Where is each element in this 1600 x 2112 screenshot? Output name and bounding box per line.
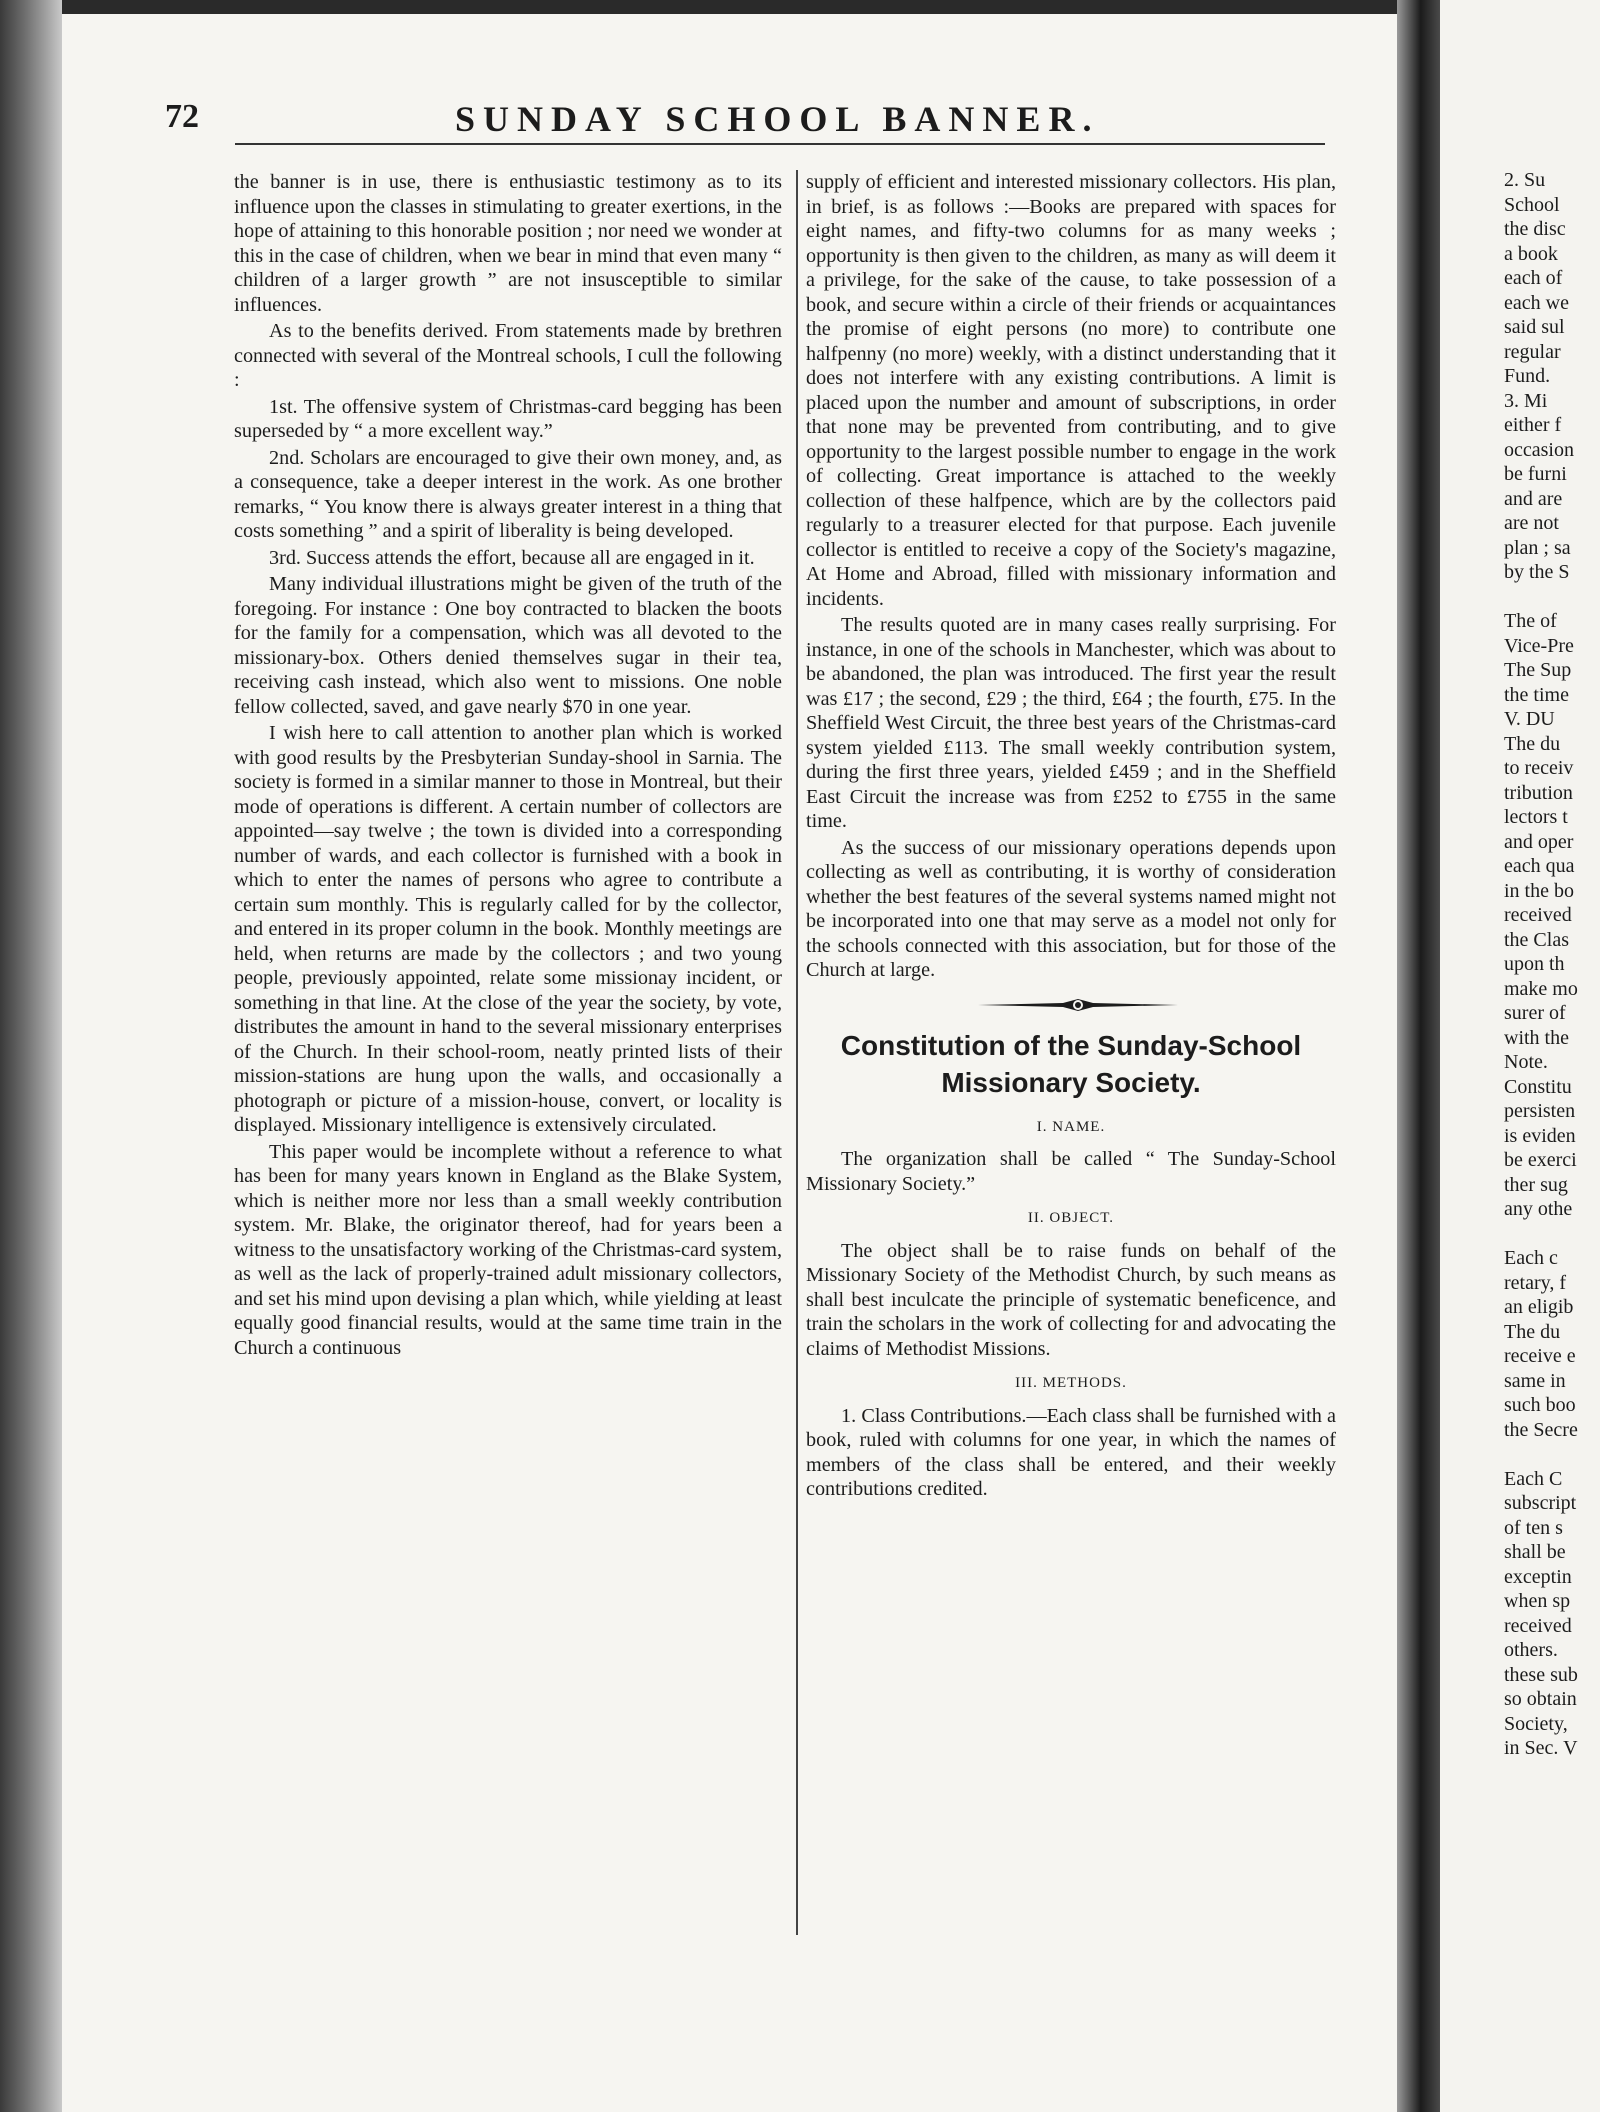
paragraph: The results quoted are in many cases really surprising. For instance, in one of the schools in Manchester, which was about to be abandoned, the plan was introduced. The first year the result was £17 ; the second, £29 ; the third, £64 ; the fourth, £75. In the Sheffield West Circuit, the three best years of the Christmas-card system yielded £113. The small weekly contribution system, during the first three years, yielded £459 ; and in the Sheffield East Circuit the increase was from £252 to £755 in the same time. (806, 614, 1336, 832)
constitution-title: Constitution of the Sunday-School Missionary Society. (840, 1029, 1302, 1098)
journal-title: SUNDAY SCHOOL BANNER. (455, 99, 1100, 139)
section-text: The object shall be to raise funds on behalf of the Missionary Society of the Methodist Church, by such means as shall best inculcate the principle of systematic beneficence, and train the scholars in the work of collecting for and advocating the claims of Methodist Missions. (806, 1239, 1336, 1360)
paragraph: 2nd. Scholars are encouraged to give their own money, and, as a consequence, take a deeper interest in the work. As one brother remarks, “ You know there is always greater interest in a thing that costs something ” and a spirit of liberality is being developed. (234, 446, 782, 542)
next-page-line: either f (1504, 414, 1562, 436)
next-page-line: such boo (1504, 1394, 1576, 1416)
next-page-line: with the (1504, 1026, 1569, 1049)
section-heading: I. NAME. (1036, 1118, 1106, 1135)
paragraph: As to the benefits derived. From statements made by brethren connected with several of the Montreal schools, I cull the following : (234, 320, 782, 391)
section-ornament (806, 993, 1350, 1023)
next-page-line: so obtain (1504, 1688, 1577, 1710)
right-column (806, 170, 1350, 1502)
next-page-line: The Sup (1504, 659, 1572, 681)
left-column (234, 170, 782, 1360)
book-gutter (1397, 0, 1440, 2112)
next-page-line: received (1504, 904, 1572, 926)
next-page-line: Each c (1504, 1247, 1558, 1269)
next-page-line: occasion (1504, 438, 1574, 461)
next-page-line: each we (1504, 291, 1569, 314)
next-page-line: others. (1504, 1639, 1558, 1661)
next-page-line: The du (1504, 1320, 1561, 1343)
next-page-line: upon th (1504, 953, 1565, 975)
next-page-line: exceptin (1504, 1565, 1572, 1588)
next-page-line: make mo (1504, 977, 1578, 1000)
next-page-line: the time (1504, 683, 1569, 706)
next-page-line: be furni (1504, 463, 1567, 485)
next-page-line: the disc (1504, 218, 1566, 240)
running-header (165, 98, 1325, 146)
next-page-line: surer of (1504, 1002, 1566, 1024)
next-page-line (1504, 1442, 1600, 1467)
next-page-line: be exerci (1504, 1149, 1577, 1171)
next-page-line: tribution (1504, 781, 1573, 804)
next-page-line: are not (1504, 512, 1559, 534)
next-page-line: The du (1504, 732, 1561, 755)
next-page-line: each of (1504, 267, 1563, 289)
next-page-line (1504, 585, 1600, 610)
next-page-line: Constitu (1504, 1075, 1572, 1098)
next-page-line: Vice-Pre (1504, 634, 1574, 657)
next-page-line: is eviden (1504, 1124, 1576, 1147)
next-page-line: 3. Mi (1504, 389, 1548, 412)
next-page-line: and are (1504, 487, 1563, 510)
next-page-line (1504, 1222, 1600, 1247)
page-right-fragment (1440, 0, 1600, 2112)
next-page-line: the Secre (1504, 1418, 1578, 1441)
next-page-line: to receiv (1504, 757, 1574, 779)
paragraph: Many individual illustrations might be given of the truth of the foregoing. For instance : One boy contracted to blacken the boots for the family for a compensation, which was all devoted to the missionary-box. Others denied themselves sugar in their tea, receiving cash instead, which also went to missions. One noble fellow collected, saved, and gave nearly $70 in one year. (234, 573, 782, 718)
section-heading: II. OBJECT. (1027, 1210, 1115, 1226)
next-page-line: lectors t (1504, 806, 1568, 828)
next-page-line: by the S (1504, 561, 1570, 583)
next-page-line: in the bo (1504, 879, 1574, 902)
book-spine (0, 0, 62, 2112)
next-page-line: subscript (1504, 1492, 1577, 1514)
next-page-line: ther sug (1504, 1173, 1568, 1196)
next-page-line: in Sec. V (1504, 1737, 1578, 1759)
next-page-line: persisten (1504, 1100, 1576, 1122)
paragraph: supply of efficient and interested missionary collectors. His plan, in brief, is as follows :—Books are prepared with spaces for eight names, and fifty-two columns for as many weeks ; opportunity is then given to the children, as many as will deem it a privilege, for the sake of the cause, to take possession of a book, and secure within a circle of their friends or acquaintances the promise of eight persons (no more) to contribute one halfpenny (no more) weekly, with a distinct understanding that it does not interfere with any existing contributions. A limit is placed upon the number and amount of subscriptions, in order that none may be prevented from contributing, and to give opportunity to the largest possible number to engage in the work of collecting. Great importance is attached to the weekly collection of these halfpence, which are by the collectors paid regularly to a treasurer elected for that purpose. Each juvenile collector is entitled to receive a copy of the Society's magazine, At Home and Abroad, filled with missionary information and incidents. (806, 171, 1336, 610)
next-page-line: same in (1504, 1369, 1566, 1392)
next-page-line: Note. (1504, 1051, 1548, 1073)
ornament-rule-icon (968, 993, 1188, 1017)
next-page-line: shall be (1504, 1541, 1566, 1563)
next-page-line: School (1504, 193, 1560, 216)
next-page-line: when sp (1504, 1590, 1571, 1612)
next-page-line: any othe (1504, 1198, 1573, 1220)
next-page-line: regular (1504, 340, 1561, 363)
next-page-line: of ten s (1504, 1516, 1563, 1539)
next-page-line: The of (1504, 610, 1557, 632)
paragraph: As the success of our missionary operations depends upon collecting as well as contributing, it is worthy of consideration whether the best features of the several systems named might not be incorporated into one that may serve as a model not only for the schools connected with this association, but for those of the Church at large. (806, 836, 1336, 981)
next-page-line: Each C (1504, 1467, 1563, 1490)
section-heading: III. METHODS. (1015, 1375, 1127, 1391)
paragraph: I wish here to call attention to another plan which is worked with good results by the Presbyterian Sunday-shool in Sarnia. The society is formed in a similar manner to those in Montreal, but their mode of operations is different. A certain number of collectors are appointed—say twelve ; the town is divided into a corresponding number of wards, and each collector is furnished with a book in which to enter the names of persons who agree to contribute a certain sum monthly. This is regularly called for by the collector, and entered in its proper column in the book. Monthly meetings are held, when returns are made by the collectors ; and two young people, previously appointed, relate some missionay incident, or something in that line. At the close of the year the society, by vote, distributes the amount in hand to the several missionary enterprises of the Church. In their school-room, neatly printed lists of their mission-stations are hung upon the walls, and occasionally a photograph or picture of a mission-house, convert, or locality is displayed. Missionary intelligence is extensively circulated. (234, 722, 782, 1136)
section-text: The organization shall be called “ The Sunday-School Missionary Society.” (806, 1148, 1336, 1195)
paragraph: the banner is in use, there is enthusiastic testimony as to its influence upon the classes in stimulating to greater exertions, in the hope of attaining to this honorable position ; nor need we wonder at this in the case of children, when we bear in mind that even many “ children of a larger growth ” are not insusceptible to similar influences. (234, 171, 782, 316)
next-page-line: Fund. (1504, 365, 1551, 387)
next-page-line: said sul (1504, 316, 1565, 338)
next-page-line: 2. Su (1504, 169, 1546, 191)
next-page-line: Society, (1504, 1712, 1568, 1735)
next-page-line: receive e (1504, 1345, 1576, 1367)
next-page-line: the Clas (1504, 928, 1569, 951)
next-page-line: each qua (1504, 855, 1575, 877)
next-page-line: retary, f (1504, 1271, 1566, 1294)
header-rule (235, 143, 1325, 145)
paragraph: 3rd. Success attends the effort, because all are engaged in it. (269, 546, 755, 569)
paragraph: 1st. The offensive system of Christmas-card begging has been superseded by “ a more excellent way.” (234, 395, 782, 442)
column-rule (796, 170, 798, 1935)
section-text: 1. Class Contributions.—Each class shall be furnished with a book, ruled with columns for one year, in which the names of members of the class shall be entered, and their weekly contributions credited. (806, 1404, 1336, 1500)
paragraph: This paper would be incomplete without a reference to what has been for many years known in England as the Blake System, which is neither more nor less than a small weekly contribution system. Mr. Blake, the originator thereof, had for years been a witness to the unsatisfactory working of the Christmas-card system, as well as the lack of properly-trained adult missionary collectors, and set his mind upon devising a plan which, while yielding at least equally good financial results, would at the same time train in the Church a continuous (234, 1140, 782, 1359)
next-page-line: these sub (1504, 1663, 1578, 1686)
next-page-line: a book (1504, 242, 1558, 265)
next-page-text (1504, 168, 1600, 1761)
page-number: 72 (165, 98, 199, 135)
next-page-line: received (1504, 1614, 1572, 1637)
next-page-line: plan ; sa (1504, 536, 1571, 559)
next-page-line: V. DU (1504, 708, 1555, 730)
next-page-line: an eligib (1504, 1296, 1574, 1318)
next-page-line: and oper (1504, 830, 1574, 853)
